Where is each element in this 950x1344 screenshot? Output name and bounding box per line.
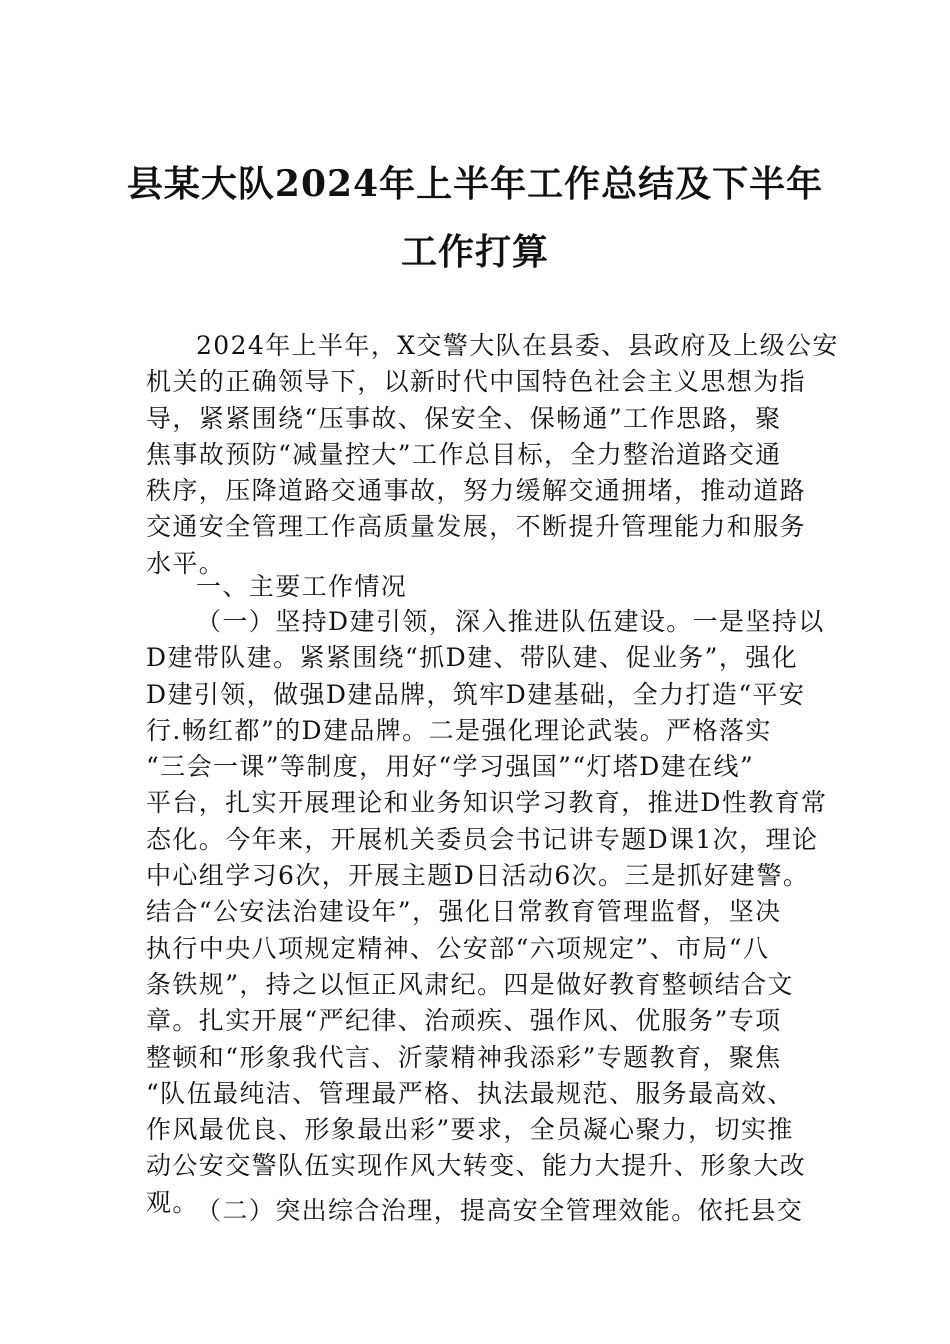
- paragraph-line: 交通安全管理工作高质量发展，不断提升管理能力和服务: [146, 512, 807, 542]
- paragraph-line: 条铁规”，持之以恒正风肃纪。四是做好教育整顿结合文: [146, 969, 794, 999]
- paragraph-line: D建引领，做强D建品牌，筑牢D建基础，全力打造“平安: [146, 679, 806, 709]
- document-title-line-1: 县某大队2024年上半年工作总结及下半年: [126, 163, 824, 205]
- paragraph-line: 章。扎实开展“严纪律、治顽疾、强作风、优服务”专项: [146, 1006, 782, 1036]
- paragraph-line: 导，紧紧围绕“压事故、保安全、保畅通”工作思路，聚: [146, 403, 782, 433]
- paragraph-line: 秩序，压降道路交通事故，努力缓解交通拥堵，推动道路: [146, 476, 807, 506]
- paragraph-line: 平台，扎实开展理论和业务知识学习教育，推进D性教育常: [146, 788, 828, 818]
- paragraph-line: 行.畅红都”的D建品牌。二是强化理论武装。严格落实: [146, 715, 772, 745]
- paragraph-line: “三会一课”等制度，用好“学习强国”“灯塔D建在线”: [146, 752, 755, 782]
- paragraph-line: （一）坚持D建引领，深入推进队伍建设。一是坚持以: [196, 607, 825, 636]
- paragraph-line: 整顿和“形象我代言、沂蒙精神我添彩”专题教育，聚焦: [146, 1042, 782, 1072]
- section-paragraph-1: [146, 604, 828, 1221]
- paragraph-line: D建带队建。紧紧围绕“抓D建、带队建、促业务”，强化: [146, 643, 799, 673]
- paragraph-line: （二）突出综合治理，提高安全管理效能。依托县交: [196, 1196, 804, 1225]
- section-heading: 一、主要工作情况: [196, 572, 408, 601]
- paragraph-line: 观。: [146, 1187, 199, 1217]
- paragraph-line: 机关的正确领导下，以新时代中国特色社会主义思想为指: [146, 367, 807, 397]
- paragraph-line: 执行中央八项规定精神、公安部“六项规定”、市局“八: [146, 933, 770, 963]
- paragraph-line: 结合“公安法治建设年”，强化日常教育管理监督，坚决: [146, 897, 782, 927]
- paragraph-line: 中心组学习6次，开展主题D日活动6次。三是抓好建警。: [146, 861, 810, 891]
- intro-paragraph: [146, 328, 839, 582]
- paragraph-line: 水平。: [146, 548, 226, 578]
- section-paragraph-2: [146, 1193, 816, 1229]
- paragraph-line: 2024年上半年，X交警大队在县委、县政府及上级公安: [196, 331, 839, 360]
- paragraph-line: 动公安交警队伍实现作风大转变、能力大提升、形象大改: [146, 1151, 807, 1181]
- document-title-line-2: 工作打算: [400, 231, 549, 273]
- paragraph-line: 作风最优良、形象最出彩”要求，全员凝心聚力，切实推: [146, 1115, 794, 1145]
- paragraph-line: “队伍最纯洁、管理最严格、执法最规范、服务最高效、: [146, 1078, 794, 1108]
- paragraph-line: 态化。今年来，开展机关委员会书记讲专题D课1次，理论: [146, 824, 819, 854]
- paragraph-line: 焦事故预防“减量控大”工作总目标，全力整治道路交通: [146, 439, 782, 469]
